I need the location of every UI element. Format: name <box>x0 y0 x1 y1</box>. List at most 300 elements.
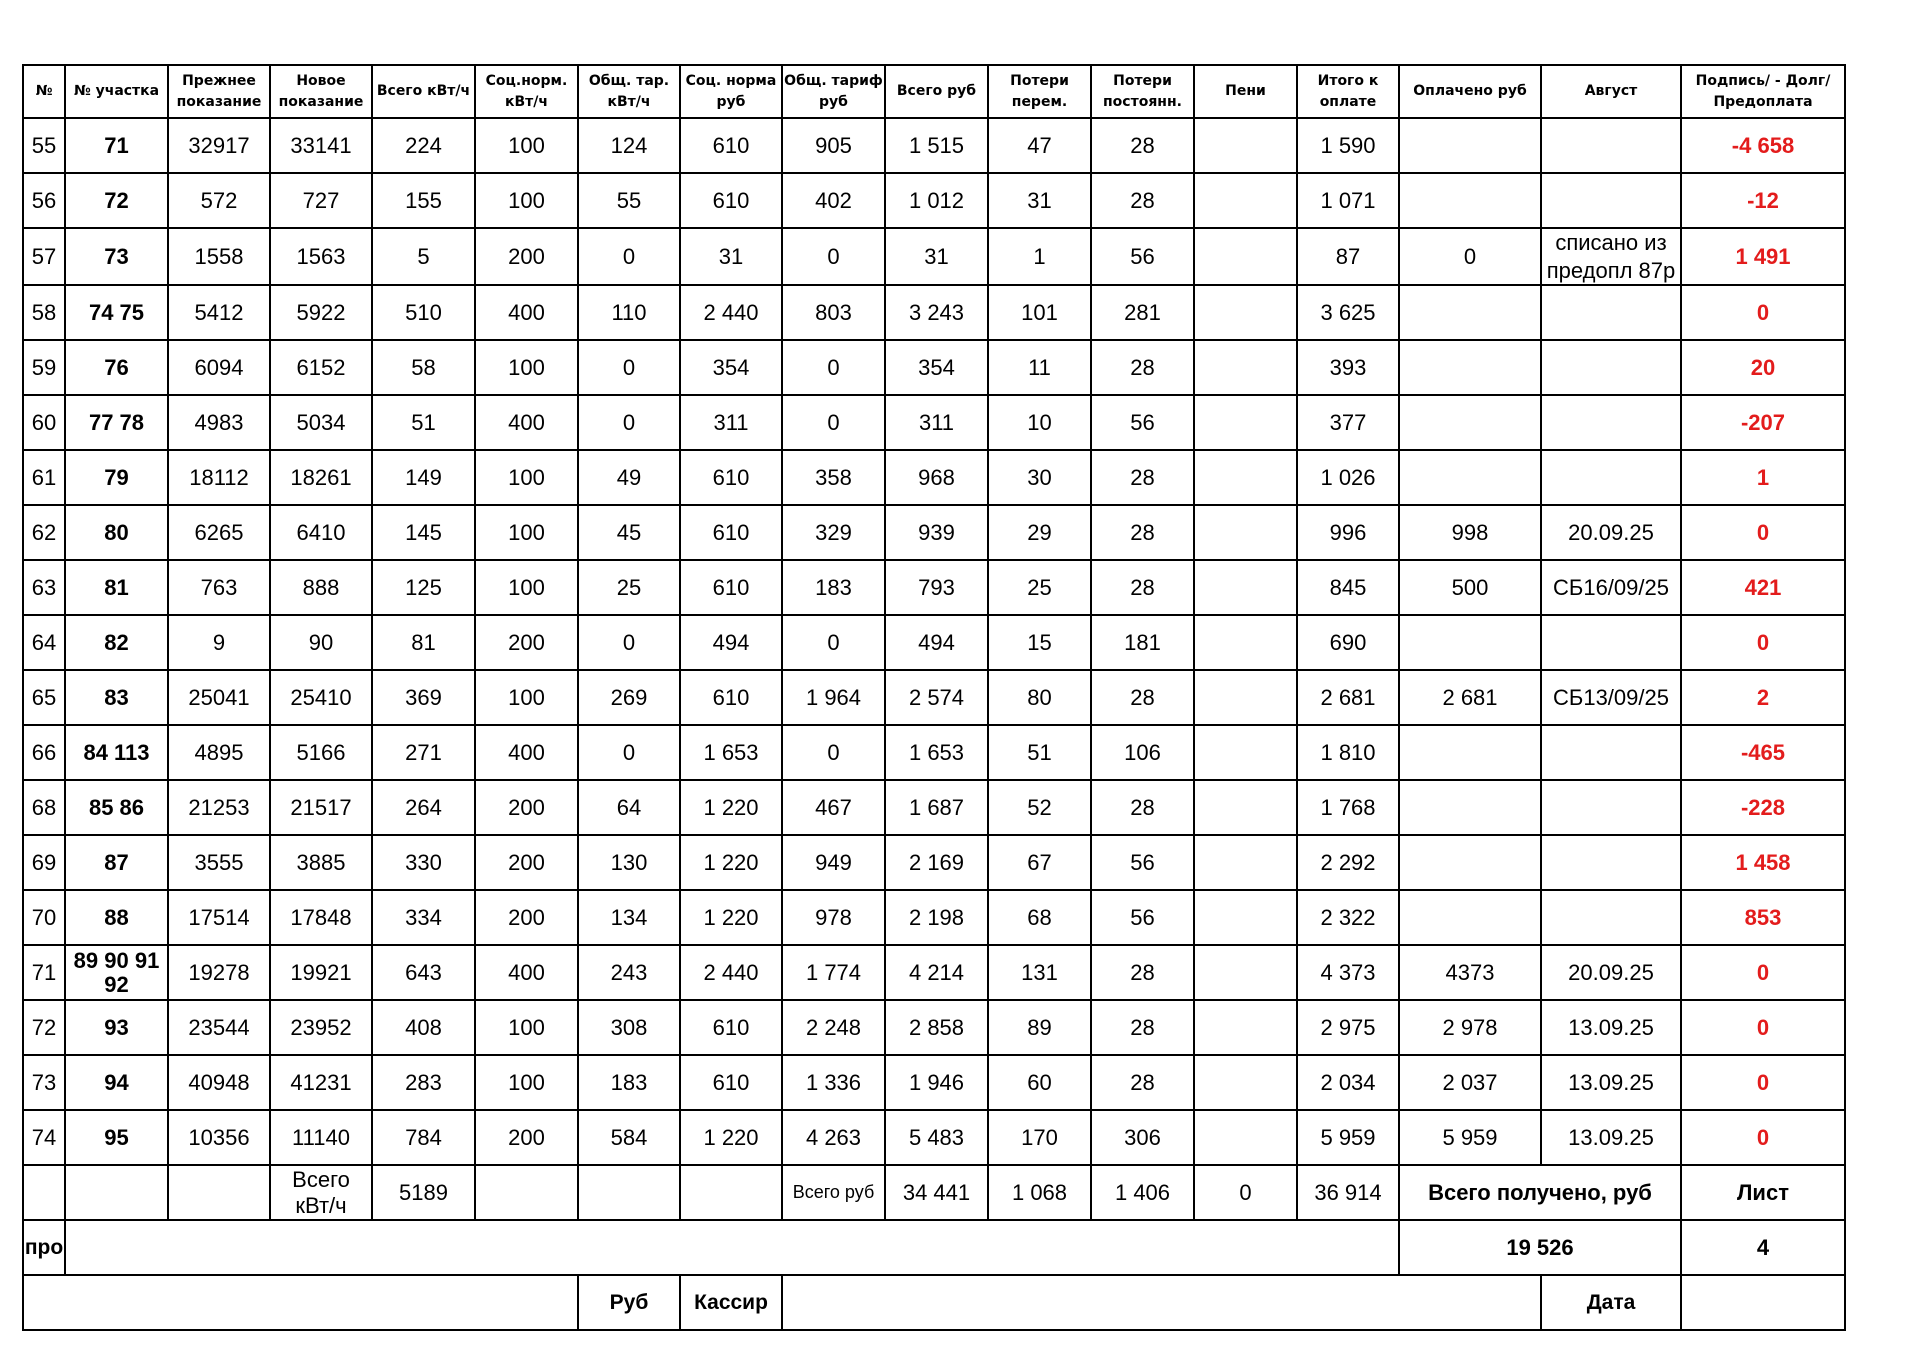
penalty <box>1194 560 1297 615</box>
table-row <box>23 450 1845 505</box>
balance-value: -4 658 <box>1681 118 1845 173</box>
plot-number: 83 <box>65 670 168 725</box>
plot-number: 79 <box>65 450 168 505</box>
balance-value: -228 <box>1681 780 1845 835</box>
column-header: Всего руб <box>885 65 988 118</box>
row-number: 74 <box>23 1110 65 1165</box>
social-norm-rub: 494 <box>680 615 782 670</box>
payment-sheet <box>22 64 1846 1331</box>
new-reading: 888 <box>270 560 372 615</box>
losses-variable: 101 <box>988 285 1091 340</box>
table-row <box>23 670 1845 725</box>
new-reading: 33141 <box>270 118 372 173</box>
amount-due: 2 322 <box>1297 890 1399 945</box>
column-header: Оплачено руб <box>1399 65 1541 118</box>
losses-constant: 28 <box>1091 505 1194 560</box>
amount-due: 393 <box>1297 340 1399 395</box>
previous-reading: 18112 <box>168 450 270 505</box>
penalty <box>1194 118 1297 173</box>
losses-constant: 56 <box>1091 835 1194 890</box>
row-number: 60 <box>23 395 65 450</box>
social-norm-kwh: 100 <box>475 560 578 615</box>
previous-reading: 4983 <box>168 395 270 450</box>
new-reading: 3885 <box>270 835 372 890</box>
column-header: Новое показание <box>270 65 372 118</box>
previous-reading: 23544 <box>168 1000 270 1055</box>
penalty <box>1194 1000 1297 1055</box>
social-norm-rub: 1 220 <box>680 835 782 890</box>
table-row <box>23 173 1845 228</box>
total-rub: 3 243 <box>885 285 988 340</box>
social-norm-kwh: 100 <box>475 118 578 173</box>
social-norm-kwh: 100 <box>475 670 578 725</box>
general-tariff-rub: 0 <box>782 340 885 395</box>
general-tariff-kwh: 55 <box>578 173 680 228</box>
social-norm-rub: 610 <box>680 118 782 173</box>
payment-note <box>1541 615 1681 670</box>
amount-paid <box>1399 340 1541 395</box>
previous-reading: 3555 <box>168 835 270 890</box>
total-rub: 968 <box>885 450 988 505</box>
general-tariff-kwh: 25 <box>578 560 680 615</box>
social-norm-rub: 1 220 <box>680 890 782 945</box>
total-kwh-value: 5189 <box>372 1165 475 1220</box>
total-due: 36 914 <box>1297 1165 1399 1220</box>
plot-number: 94 <box>65 1055 168 1110</box>
general-tariff-rub: 4 263 <box>782 1110 885 1165</box>
total-kwh: 145 <box>372 505 475 560</box>
table-row <box>23 228 1845 285</box>
column-header: Прежнее показание <box>168 65 270 118</box>
total-rub: 2 858 <box>885 1000 988 1055</box>
total-rub: 4 214 <box>885 945 988 1000</box>
penalty <box>1194 173 1297 228</box>
previous-reading: 763 <box>168 560 270 615</box>
losses-constant: 28 <box>1091 340 1194 395</box>
losses-variable: 30 <box>988 450 1091 505</box>
table-body <box>23 118 1845 1165</box>
column-header: Соц.норм. кВт/ч <box>475 65 578 118</box>
penalty <box>1194 340 1297 395</box>
social-norm-rub: 1 220 <box>680 780 782 835</box>
social-norm-kwh: 100 <box>475 1055 578 1110</box>
social-norm-kwh: 100 <box>475 450 578 505</box>
amount-due: 3 625 <box>1297 285 1399 340</box>
new-reading: 727 <box>270 173 372 228</box>
general-tariff-rub: 978 <box>782 890 885 945</box>
balance-value: 1 <box>1681 450 1845 505</box>
date-value-cell <box>1681 1275 1845 1330</box>
table-row <box>23 835 1845 890</box>
row-number: 73 <box>23 1055 65 1110</box>
total-rub: 1 515 <box>885 118 988 173</box>
total-rub: 1 653 <box>885 725 988 780</box>
total-kwh: 51 <box>372 395 475 450</box>
amount-due: 690 <box>1297 615 1399 670</box>
penalty <box>1194 285 1297 340</box>
losses-constant: 56 <box>1091 395 1194 450</box>
total-rub: 5 483 <box>885 1110 988 1165</box>
totals-empty-cell <box>23 1165 65 1220</box>
general-tariff-rub: 0 <box>782 615 885 670</box>
payment-note <box>1541 285 1681 340</box>
table-row <box>23 340 1845 395</box>
new-reading: 11140 <box>270 1110 372 1165</box>
amount-paid: 2 978 <box>1399 1000 1541 1055</box>
general-tariff-kwh: 130 <box>578 835 680 890</box>
amount-paid <box>1399 450 1541 505</box>
total-rub-label: Всего руб <box>782 1165 885 1220</box>
losses-constant: 28 <box>1091 560 1194 615</box>
total-kwh: 264 <box>372 780 475 835</box>
losses-variable: 60 <box>988 1055 1091 1110</box>
payment-note <box>1541 395 1681 450</box>
losses-variable: 170 <box>988 1110 1091 1165</box>
total-kwh: 369 <box>372 670 475 725</box>
balance-value: 1 491 <box>1681 228 1845 285</box>
losses-constant: 28 <box>1091 118 1194 173</box>
previous-reading: 25041 <box>168 670 270 725</box>
amount-due: 1 071 <box>1297 173 1399 228</box>
general-tariff-kwh: 64 <box>578 780 680 835</box>
total-penalty: 0 <box>1194 1165 1297 1220</box>
previous-reading: 6094 <box>168 340 270 395</box>
previous-reading: 6265 <box>168 505 270 560</box>
table-row <box>23 1055 1845 1110</box>
amount-due: 377 <box>1297 395 1399 450</box>
balance-value: -12 <box>1681 173 1845 228</box>
balance-value: 20 <box>1681 340 1845 395</box>
totals-empty-cell <box>578 1165 680 1220</box>
losses-constant: 28 <box>1091 1055 1194 1110</box>
previous-reading: 19278 <box>168 945 270 1000</box>
total-rub: 2 574 <box>885 670 988 725</box>
total-loss-const: 1 406 <box>1091 1165 1194 1220</box>
column-header: Август <box>1541 65 1681 118</box>
row-number: 63 <box>23 560 65 615</box>
losses-constant: 181 <box>1091 615 1194 670</box>
general-tariff-kwh: 183 <box>578 1055 680 1110</box>
amount-paid: 998 <box>1399 505 1541 560</box>
general-tariff-kwh: 584 <box>578 1110 680 1165</box>
social-norm-rub: 610 <box>680 173 782 228</box>
amount-paid: 5 959 <box>1399 1110 1541 1165</box>
general-tariff-rub: 1 774 <box>782 945 885 1000</box>
social-norm-kwh: 400 <box>475 285 578 340</box>
column-header: Потери перем. <box>988 65 1091 118</box>
social-norm-kwh: 100 <box>475 505 578 560</box>
row-number: 61 <box>23 450 65 505</box>
cashier-label: Кассир <box>680 1275 782 1330</box>
amount-due: 2 681 <box>1297 670 1399 725</box>
new-reading: 18261 <box>270 450 372 505</box>
plot-number: 80 <box>65 505 168 560</box>
penalty <box>1194 505 1297 560</box>
row-number: 71 <box>23 945 65 1000</box>
total-kwh: 58 <box>372 340 475 395</box>
plot-number: 72 <box>65 173 168 228</box>
plot-number: 74 75 <box>65 285 168 340</box>
new-reading: 5034 <box>270 395 372 450</box>
column-header: Всего кВт/ч <box>372 65 475 118</box>
totals-empty-cell <box>65 1165 168 1220</box>
general-tariff-kwh: 269 <box>578 670 680 725</box>
balance-value: 421 <box>1681 560 1845 615</box>
social-norm-rub: 354 <box>680 340 782 395</box>
social-norm-kwh: 400 <box>475 395 578 450</box>
plot-number: 81 <box>65 560 168 615</box>
amount-due: 87 <box>1297 228 1399 285</box>
general-tariff-kwh: 134 <box>578 890 680 945</box>
row-number: 55 <box>23 118 65 173</box>
social-norm-rub: 1 220 <box>680 1110 782 1165</box>
plot-number: 95 <box>65 1110 168 1165</box>
column-header: Общ. тариф руб <box>782 65 885 118</box>
balance-value: 0 <box>1681 285 1845 340</box>
sheet-label: Лист <box>1681 1165 1845 1220</box>
balance-value: 1 458 <box>1681 835 1845 890</box>
losses-constant: 28 <box>1091 450 1194 505</box>
social-norm-kwh: 400 <box>475 945 578 1000</box>
social-norm-kwh: 200 <box>475 780 578 835</box>
table-row <box>23 725 1845 780</box>
amount-paid <box>1399 835 1541 890</box>
amount-paid <box>1399 780 1541 835</box>
general-tariff-rub: 1 964 <box>782 670 885 725</box>
previous-reading: 1558 <box>168 228 270 285</box>
social-norm-kwh: 100 <box>475 1000 578 1055</box>
general-tariff-kwh: 0 <box>578 395 680 450</box>
plot-number: 93 <box>65 1000 168 1055</box>
losses-variable: 89 <box>988 1000 1091 1055</box>
row-number: 69 <box>23 835 65 890</box>
penalty <box>1194 615 1297 670</box>
new-reading: 5166 <box>270 725 372 780</box>
payment-note: СБ16/09/25 <box>1541 560 1681 615</box>
new-reading: 19921 <box>270 945 372 1000</box>
column-header: Подпись/ - Долг/Предоплата <box>1681 65 1845 118</box>
social-norm-rub: 1 653 <box>680 725 782 780</box>
previous-reading: 10356 <box>168 1110 270 1165</box>
losses-variable: 80 <box>988 670 1091 725</box>
losses-variable: 68 <box>988 890 1091 945</box>
plot-number: 71 <box>65 118 168 173</box>
payment-note: списано из предопл 87р <box>1541 228 1681 285</box>
losses-variable: 29 <box>988 505 1091 560</box>
column-header: № <box>23 65 65 118</box>
totals-empty-cell <box>475 1165 578 1220</box>
amount-paid: 4373 <box>1399 945 1541 1000</box>
penalty <box>1194 1055 1297 1110</box>
total-kwh: 149 <box>372 450 475 505</box>
row-number: 64 <box>23 615 65 670</box>
general-tariff-rub: 402 <box>782 173 885 228</box>
general-tariff-kwh: 0 <box>578 615 680 670</box>
payment-note: 13.09.25 <box>1541 1110 1681 1165</box>
losses-constant: 28 <box>1091 780 1194 835</box>
losses-variable: 67 <box>988 835 1091 890</box>
general-tariff-kwh: 45 <box>578 505 680 560</box>
losses-variable: 51 <box>988 725 1091 780</box>
balance-value: 0 <box>1681 1055 1845 1110</box>
new-reading: 23952 <box>270 1000 372 1055</box>
amount-paid: 500 <box>1399 560 1541 615</box>
losses-constant: 281 <box>1091 285 1194 340</box>
total-rub: 2 169 <box>885 835 988 890</box>
penalty <box>1194 835 1297 890</box>
previous-reading: 572 <box>168 173 270 228</box>
payment-note: 13.09.25 <box>1541 1000 1681 1055</box>
payment-note <box>1541 725 1681 780</box>
total-rub: 494 <box>885 615 988 670</box>
amount-due: 1 768 <box>1297 780 1399 835</box>
social-norm-kwh: 200 <box>475 1110 578 1165</box>
amount-paid: 2 037 <box>1399 1055 1541 1110</box>
losses-variable: 10 <box>988 395 1091 450</box>
balance-value: 0 <box>1681 945 1845 1000</box>
payment-note <box>1541 450 1681 505</box>
amount-paid <box>1399 118 1541 173</box>
total-kwh: 283 <box>372 1055 475 1110</box>
social-norm-kwh: 200 <box>475 228 578 285</box>
social-norm-rub: 2 440 <box>680 285 782 340</box>
amount-due: 1 810 <box>1297 725 1399 780</box>
table-row <box>23 1110 1845 1165</box>
table-header <box>23 65 1845 118</box>
general-tariff-kwh: 308 <box>578 1000 680 1055</box>
total-kwh: 125 <box>372 560 475 615</box>
previous-reading: 40948 <box>168 1055 270 1110</box>
new-reading: 21517 <box>270 780 372 835</box>
total-kwh: 334 <box>372 890 475 945</box>
total-rub: 939 <box>885 505 988 560</box>
penalty <box>1194 1110 1297 1165</box>
amount-due: 1 026 <box>1297 450 1399 505</box>
totals-empty-cell <box>680 1165 782 1220</box>
losses-constant: 28 <box>1091 670 1194 725</box>
payment-note <box>1541 340 1681 395</box>
new-reading: 41231 <box>270 1055 372 1110</box>
previous-reading: 32917 <box>168 118 270 173</box>
social-norm-rub: 610 <box>680 560 782 615</box>
payment-note <box>1541 118 1681 173</box>
previous-reading: 9 <box>168 615 270 670</box>
total-rub: 311 <box>885 395 988 450</box>
table-row <box>23 118 1845 173</box>
amount-paid <box>1399 285 1541 340</box>
social-norm-rub: 610 <box>680 1000 782 1055</box>
row-number: 58 <box>23 285 65 340</box>
payment-note <box>1541 890 1681 945</box>
table-row <box>23 615 1845 670</box>
amount-paid <box>1399 395 1541 450</box>
general-tariff-kwh: 0 <box>578 228 680 285</box>
losses-variable: 25 <box>988 560 1091 615</box>
total-rub: 354 <box>885 340 988 395</box>
new-reading: 25410 <box>270 670 372 725</box>
balance-value: -465 <box>1681 725 1845 780</box>
balance-value: 0 <box>1681 1110 1845 1165</box>
table-row <box>23 560 1845 615</box>
row-number: 56 <box>23 173 65 228</box>
pro-label: про <box>23 1220 65 1275</box>
row-number: 59 <box>23 340 65 395</box>
losses-constant: 56 <box>1091 228 1194 285</box>
general-tariff-rub: 949 <box>782 835 885 890</box>
row-number: 72 <box>23 1000 65 1055</box>
previous-reading: 17514 <box>168 890 270 945</box>
general-tariff-rub: 467 <box>782 780 885 835</box>
row-number: 57 <box>23 228 65 285</box>
total-rub: 793 <box>885 560 988 615</box>
social-norm-kwh: 100 <box>475 173 578 228</box>
social-norm-kwh: 200 <box>475 890 578 945</box>
row-number: 65 <box>23 670 65 725</box>
penalty <box>1194 450 1297 505</box>
header-row <box>23 65 1845 118</box>
amount-due: 2 034 <box>1297 1055 1399 1110</box>
total-kwh: 408 <box>372 1000 475 1055</box>
plot-number: 85 86 <box>65 780 168 835</box>
penalty <box>1194 780 1297 835</box>
pro-empty-cell <box>65 1220 1399 1275</box>
previous-reading: 5412 <box>168 285 270 340</box>
amount-due: 5 959 <box>1297 1110 1399 1165</box>
total-kwh: 330 <box>372 835 475 890</box>
cashier-signature-cell <box>782 1275 1541 1330</box>
new-reading: 1563 <box>270 228 372 285</box>
general-tariff-kwh: 0 <box>578 725 680 780</box>
totals-empty-cell <box>168 1165 270 1220</box>
social-norm-rub: 610 <box>680 670 782 725</box>
penalty <box>1194 228 1297 285</box>
amount-paid <box>1399 890 1541 945</box>
new-reading: 17848 <box>270 890 372 945</box>
general-tariff-kwh: 0 <box>578 340 680 395</box>
social-norm-rub: 311 <box>680 395 782 450</box>
signature-empty-cell <box>23 1275 578 1330</box>
amount-due: 996 <box>1297 505 1399 560</box>
column-header: Общ. тар. кВт/ч <box>578 65 680 118</box>
total-kwh: 510 <box>372 285 475 340</box>
amount-due: 845 <box>1297 560 1399 615</box>
amount-paid <box>1399 173 1541 228</box>
general-tariff-rub: 905 <box>782 118 885 173</box>
total-rub: 1 946 <box>885 1055 988 1110</box>
balance-value: 2 <box>1681 670 1845 725</box>
payment-note <box>1541 780 1681 835</box>
total-rub: 1 687 <box>885 780 988 835</box>
general-tariff-rub: 183 <box>782 560 885 615</box>
losses-variable: 131 <box>988 945 1091 1000</box>
table-row <box>23 395 1845 450</box>
plot-number: 82 <box>65 615 168 670</box>
sheet-number: 4 <box>1681 1220 1845 1275</box>
previous-reading: 4895 <box>168 725 270 780</box>
penalty <box>1194 395 1297 450</box>
payment-note: 20.09.25 <box>1541 945 1681 1000</box>
total-kwh-label: Всего кВт/ч <box>270 1165 372 1220</box>
general-tariff-rub: 1 336 <box>782 1055 885 1110</box>
general-tariff-rub: 0 <box>782 228 885 285</box>
table-row <box>23 505 1845 560</box>
plot-number: 87 <box>65 835 168 890</box>
totals-row <box>23 1165 1845 1220</box>
general-tariff-rub: 803 <box>782 285 885 340</box>
new-reading: 6410 <box>270 505 372 560</box>
general-tariff-rub: 2 248 <box>782 1000 885 1055</box>
balance-value: 0 <box>1681 505 1845 560</box>
